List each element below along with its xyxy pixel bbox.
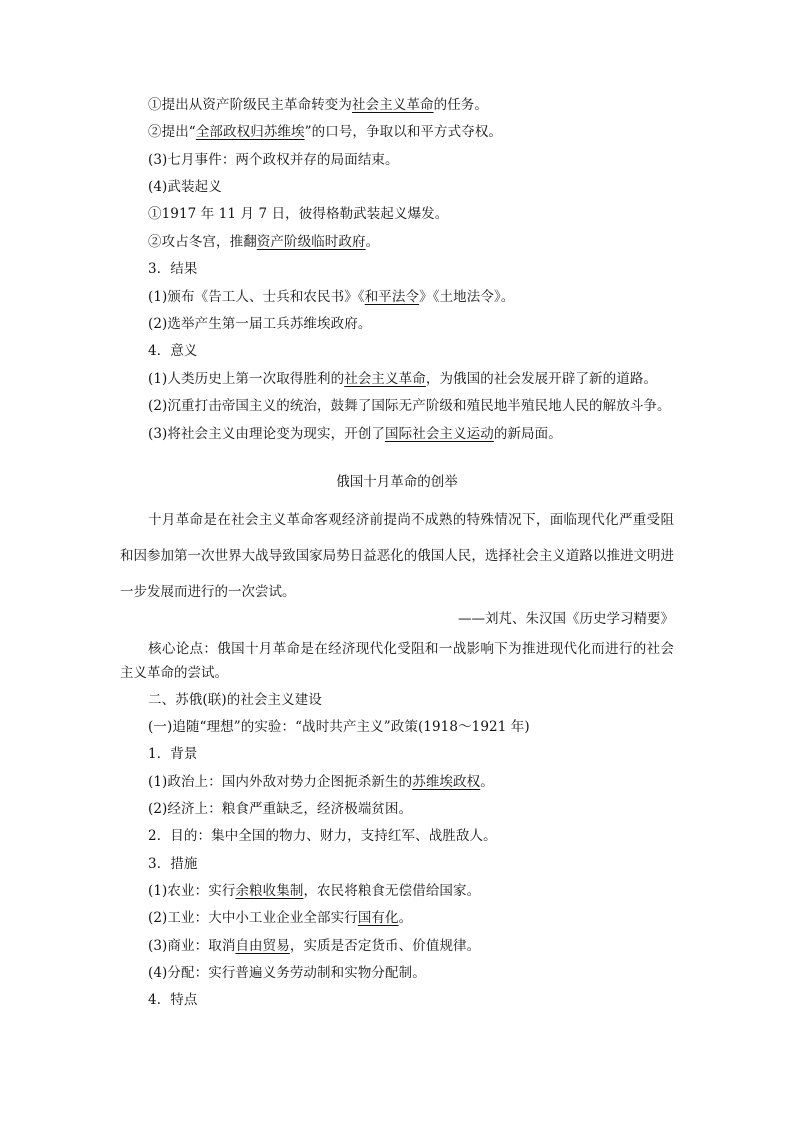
text-line <box>148 341 198 361</box>
text-run: ，农民将粮食无偿借给国家。 <box>303 883 481 899</box>
text-run: 4．特点 <box>148 992 198 1008</box>
text-run: 的任务。 <box>433 97 489 113</box>
feature-box-body: 十月革命是在社会主义革命客观经济前提尚不成熟的特殊情况下，面临现代化严重受阻和因参加第一次世界大战导致国家局势日益恶化的俄国人民，选择社会主义道路以推进文明进一步发展而进行的一次尝试。 <box>120 512 674 600</box>
text-run: (1)农业：实行 <box>148 883 236 899</box>
text-line <box>148 150 399 170</box>
text-line <box>148 772 494 792</box>
text-line <box>148 204 448 224</box>
feature-box-title: 俄国十月革命的创举 <box>336 474 458 490</box>
text-run: ，为俄国的社会发展开辟了新的道路。 <box>425 371 658 387</box>
text-run: ②提出“ <box>148 124 196 140</box>
text-run: (1)人类历史上第一次取得胜利的 <box>148 371 345 387</box>
text-run: 3．结果 <box>148 261 198 277</box>
text-run: 4．意义 <box>148 343 198 359</box>
text-line <box>148 908 412 928</box>
text-run: 。 <box>365 234 380 250</box>
text-run: (3)将社会主义由理论变为现实，开创了 <box>148 426 386 442</box>
text-line <box>148 826 497 846</box>
text-line <box>148 314 371 334</box>
text-run: 。 <box>480 774 494 790</box>
text-run: 2．目的：集中全国的物力、财力，支持红军、战胜敌人。 <box>148 828 497 844</box>
text-run: 二、苏俄(联)的社会主义建设 <box>148 692 322 708</box>
text-line <box>148 744 198 764</box>
underlined-keyword: 和平法令 <box>364 289 420 305</box>
underlined-keyword: 社会主义革命 <box>352 97 434 113</box>
text-run: 3．措施 <box>148 856 198 872</box>
text-run: (1)颁布《告工人、士兵和农民书》《 <box>148 289 365 305</box>
text-line <box>148 259 198 279</box>
underlined-keyword: 社会主义革命 <box>344 371 426 387</box>
citation-source: ——刘芃、朱汉国《历史学习精要》 <box>458 611 674 627</box>
text-run: ①提出从资产阶级民主革命转变为 <box>148 97 352 113</box>
text-line <box>148 122 502 142</box>
text-line <box>148 963 426 983</box>
text-run: (2)选举产生第一届工兵苏维埃政府。 <box>148 316 372 332</box>
underlined-keyword: 国有化 <box>357 910 399 926</box>
text-line <box>148 396 671 416</box>
text-run: ②攻占冬宫，推翻 <box>148 234 257 250</box>
text-line <box>148 177 222 197</box>
text-line <box>148 424 562 444</box>
text-line <box>148 881 480 901</box>
text-line <box>148 95 488 115</box>
text-line <box>148 690 322 710</box>
text-run: ”的口号，争取以和平方式夺权。 <box>304 124 503 140</box>
text-line <box>148 936 480 956</box>
text-run: ，实质是否定货币、价值规律。 <box>289 938 481 954</box>
text-line <box>148 232 379 252</box>
underlined-keyword: 全部政权归苏维埃 <box>195 124 305 140</box>
text-run: 的新局面。 <box>493 426 562 442</box>
underlined-keyword: 自由贸易 <box>235 938 290 954</box>
text-run: (3)商业：取消 <box>148 938 236 954</box>
text-run: (2)经济上：粮食严重缺乏，经济极端贫困。 <box>148 801 413 817</box>
text-run: (2)沉重打击帝国主义的统治，鼓舞了国际无产阶级和殖民地半殖民地人民的解放斗争。 <box>148 398 671 414</box>
text-line <box>148 287 514 307</box>
underlined-keyword: 余粮收集制 <box>235 883 304 899</box>
core-argument: 核心论点：俄国十月革命是在经济现代化受阻和一战影响下为推进现代化而进行的社会主义革命的尝试。 <box>120 641 674 681</box>
text-run: 1．背景 <box>148 746 198 762</box>
text-run: (3)七月事件：两个政权并存的局面结束。 <box>148 152 399 168</box>
underlined-keyword: 国际社会主义运动 <box>385 426 494 442</box>
text-line <box>148 990 198 1010</box>
text-line <box>148 854 198 874</box>
text-run: ①1917 年 11 月 7 日，彼得格勒武装起义爆发。 <box>148 206 449 222</box>
text-run: 》《土地法令》。 <box>419 289 515 305</box>
text-line <box>148 799 412 819</box>
text-line <box>148 717 530 737</box>
text-run: (4)武装起义 <box>148 179 222 195</box>
text-run: 。 <box>398 910 413 926</box>
underlined-keyword: 苏维埃政权 <box>412 774 481 790</box>
text-run: (2)工业：大中小工业企业全部实行 <box>148 910 358 926</box>
text-run: (1)政治上：国内外敌对势力企图扼杀新生的 <box>148 774 413 790</box>
text-run: (4)分配：实行普遍义务劳动制和实物分配制。 <box>148 965 426 981</box>
text-run: (一)追随“理想”的实验：“战时共产主义”政策(1918～1921 年) <box>148 719 530 735</box>
text-line <box>148 369 657 389</box>
underlined-keyword: 资产阶级临时政府 <box>256 234 366 250</box>
